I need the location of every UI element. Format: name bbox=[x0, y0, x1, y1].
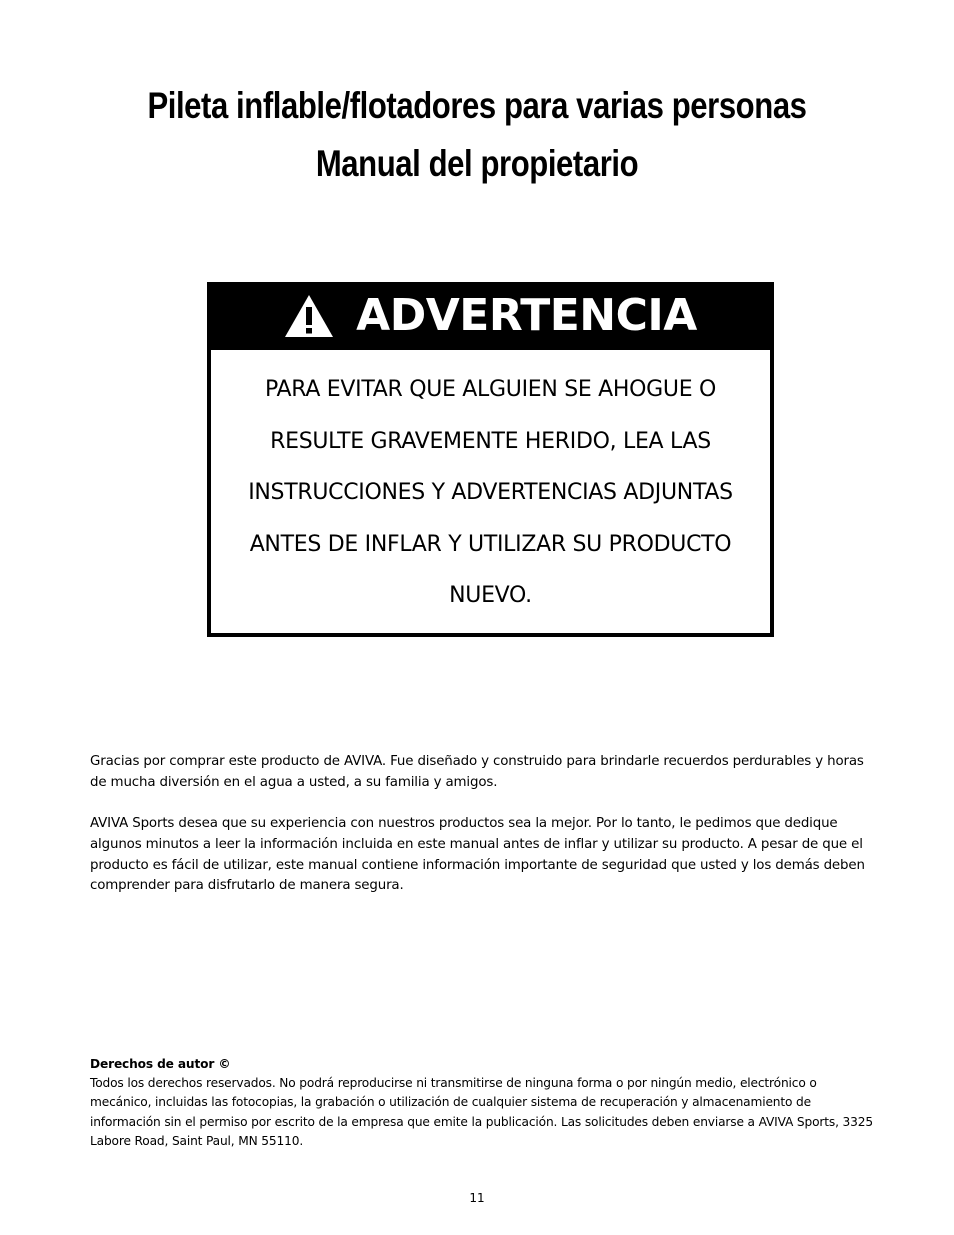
warning-label: ADVERTENCIA bbox=[356, 290, 697, 341]
warning-box bbox=[207, 282, 774, 637]
warning-body bbox=[207, 348, 774, 637]
safety-paragraph: AVIVA Sports desea que su experiencia con nuestros productos sea la mejor. Por lo tanto, le pedimos que dedique algunos minutos a leer la información incluida en este manual antes de inflar y utilizar su producto. A pesar de que el producto es fácil de utilizar, este manual contiene información importante de seguridad que usted y los demás deben comprender para disfrutarlo de manera segura. bbox=[90, 816, 865, 894]
copyright-heading: Derechos de autor © bbox=[90, 1057, 231, 1071]
warning-text: PARA EVITAR QUE ALGUIEN SE AHOGUE O RESULTE GRAVEMENTE HERIDO, LEA LAS INSTRUCCIONES Y ADVERTENCIAS ADJUNTAS ANTES DE INFLAR Y UTILIZAR SU PRODUCTO NUEVO. bbox=[248, 377, 733, 608]
page-title-line-1: Pileta inflable/flotadores para varias personas bbox=[147, 85, 807, 126]
warning-header bbox=[207, 282, 774, 350]
intro-paragraph: Gracias por comprar este producto de AVIVA. Fue diseñado y construido para brindarle recuerdos perdurables y horas de mucha diversión en el agua a usted, a su familia y amigos. bbox=[90, 754, 864, 790]
warning-triangle-icon bbox=[284, 294, 334, 338]
page-number: 11 bbox=[469, 1191, 485, 1205]
page-title-line-2: Manual del propietario bbox=[315, 143, 639, 184]
copyright-text: Todos los derechos reservados. No podrá reproducirse ni transmitirse de ninguna forma o por ningún medio, electrónico o mecánico, incluidas las fotocopias, la grabación o utilización de cualquier sistema de recuperación y almacenamiento de información sin el permiso por escrito de la empresa que emite la publicación. Las solicitudes deben enviarse a AVIVA Sports, 3325 Labore Road, Saint Paul, MN 55110. bbox=[90, 1076, 873, 1148]
copyright-section bbox=[90, 1055, 880, 1151]
